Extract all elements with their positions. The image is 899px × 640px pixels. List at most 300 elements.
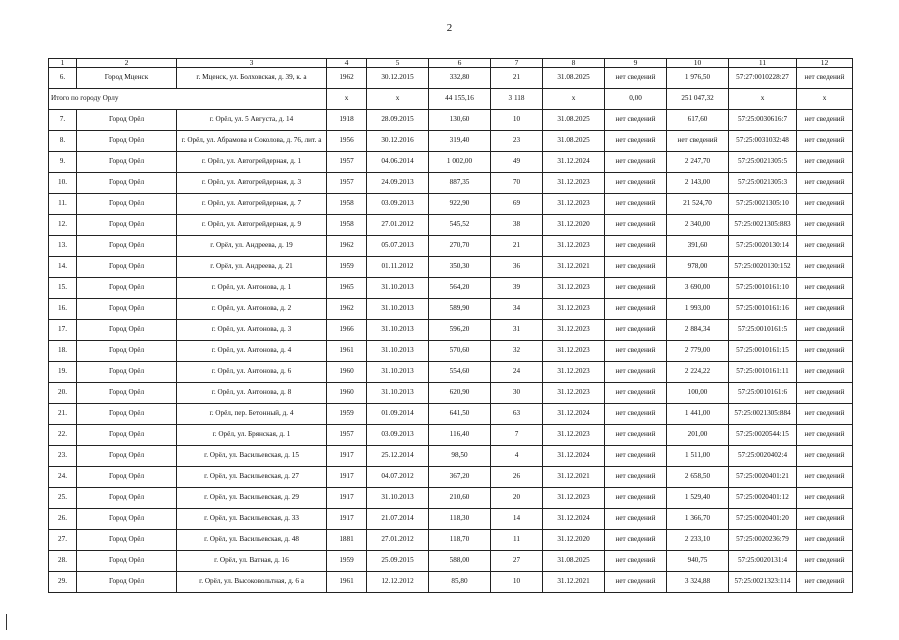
row-number-cell: 10. bbox=[49, 173, 77, 194]
funding-amount-cell: нет сведений bbox=[605, 551, 667, 572]
notes-cell: нет сведений bbox=[797, 488, 853, 509]
deadline-cell: 31.12.2021 bbox=[543, 467, 605, 488]
notes-cell: нет сведений bbox=[797, 68, 853, 89]
address-cell: г. Орёл, ул. Автогрейдерная, д. 9 bbox=[177, 215, 327, 236]
cadastral-value-cell: 2 247,70 bbox=[667, 152, 729, 173]
cadastral-value-cell: нет сведений bbox=[667, 131, 729, 152]
deadline-cell: 31.12.2024 bbox=[543, 446, 605, 467]
funding-amount-cell: нет сведений bbox=[605, 194, 667, 215]
survey-date-cell: 27.01.2012 bbox=[367, 215, 429, 236]
cadastral-value-cell: 100,00 bbox=[667, 383, 729, 404]
survey-date-cell: 30.12.2016 bbox=[367, 131, 429, 152]
address-cell: г. Орёл, ул. Автогрейдерная, д. 3 bbox=[177, 173, 327, 194]
total-cadastral-value-cell: 251 047,32 bbox=[667, 89, 729, 110]
row-number-cell: 25. bbox=[49, 488, 77, 509]
column-number-cell: 11 bbox=[729, 59, 797, 68]
notes-cell: нет сведений bbox=[797, 404, 853, 425]
address-cell: г. Орёл, ул. Васильевская, д. 48 bbox=[177, 530, 327, 551]
residents-cell: 27 bbox=[491, 551, 543, 572]
total-label: Итого по городу Орлу bbox=[49, 89, 327, 110]
row-number-cell: 11. bbox=[49, 194, 77, 215]
cadastral-number-cell: 57:25:0010161:5 bbox=[729, 320, 797, 341]
total-row bbox=[49, 89, 853, 110]
table-row bbox=[49, 467, 853, 488]
address-cell: г. Орёл, ул. 5 Августа, д. 14 bbox=[177, 110, 327, 131]
deadline-cell: 31.12.2023 bbox=[543, 383, 605, 404]
municipality-cell: Город Орёл bbox=[77, 404, 177, 425]
table-row bbox=[49, 530, 853, 551]
cadastral-number-cell: 57:25:0021305:884 bbox=[729, 404, 797, 425]
funding-amount-cell: нет сведений bbox=[605, 257, 667, 278]
cadastral-number-cell: 57:25:0030616:7 bbox=[729, 110, 797, 131]
area-cell: 1 002,00 bbox=[429, 152, 491, 173]
residents-cell: 21 bbox=[491, 236, 543, 257]
area-cell: 620,90 bbox=[429, 383, 491, 404]
column-number-cell: 3 bbox=[177, 59, 327, 68]
funding-amount-cell: нет сведений bbox=[605, 341, 667, 362]
survey-date-cell: 25.09.2015 bbox=[367, 551, 429, 572]
address-cell: г. Орёл, ул. Васильевская, д. 33 bbox=[177, 509, 327, 530]
table-row bbox=[49, 152, 853, 173]
year-built-cell: 1959 bbox=[327, 551, 367, 572]
year-built-cell: 1917 bbox=[327, 446, 367, 467]
row-number-cell: 26. bbox=[49, 509, 77, 530]
municipality-cell: Город Орёл bbox=[77, 110, 177, 131]
address-cell: г. Орёл, ул. Абрамова и Соколова, д. 76, лит. а bbox=[177, 131, 327, 152]
notes-cell: нет сведений bbox=[797, 131, 853, 152]
row-number-cell: 29. bbox=[49, 572, 77, 593]
municipality-cell: Город Орёл bbox=[77, 278, 177, 299]
cadastral-number-cell: 57:25:0010161:6 bbox=[729, 383, 797, 404]
table-row bbox=[49, 425, 853, 446]
residents-cell: 11 bbox=[491, 530, 543, 551]
address-cell: г. Орёл, ул. Антонова, д. 4 bbox=[177, 341, 327, 362]
cadastral-value-cell: 2 884,34 bbox=[667, 320, 729, 341]
deadline-cell: 31.12.2023 bbox=[543, 278, 605, 299]
cadastral-number-cell: 57:25:0020401:21 bbox=[729, 467, 797, 488]
cadastral-number-cell: 57:25:0010161:10 bbox=[729, 278, 797, 299]
residents-cell: 21 bbox=[491, 68, 543, 89]
column-number-cell: 9 bbox=[605, 59, 667, 68]
address-cell: г. Мценск, ул. Болховская, д. 39, к. а bbox=[177, 68, 327, 89]
cadastral-number-cell: 57:25:0020544:15 bbox=[729, 425, 797, 446]
municipality-cell: Город Орёл bbox=[77, 236, 177, 257]
cadastral-value-cell: 2 233,10 bbox=[667, 530, 729, 551]
municipality-cell: Город Орёл bbox=[77, 509, 177, 530]
funding-amount-cell: нет сведений bbox=[605, 425, 667, 446]
year-built-cell: 1881 bbox=[327, 530, 367, 551]
deadline-cell: 31.12.2023 bbox=[543, 194, 605, 215]
table-row bbox=[49, 488, 853, 509]
cadastral-value-cell: 1 993,00 bbox=[667, 299, 729, 320]
funding-amount-cell: нет сведений bbox=[605, 530, 667, 551]
row-number-cell: 7. bbox=[49, 110, 77, 131]
residents-cell: 32 bbox=[491, 341, 543, 362]
row-number-cell: 8. bbox=[49, 131, 77, 152]
area-cell: 210,60 bbox=[429, 488, 491, 509]
cadastral-number-cell: 57:25:0020402:4 bbox=[729, 446, 797, 467]
residents-cell: 10 bbox=[491, 572, 543, 593]
municipality-cell: Город Орёл bbox=[77, 215, 177, 236]
address-cell: г. Орёл, пер. Бетонный, д. 4 bbox=[177, 404, 327, 425]
residents-cell: 70 bbox=[491, 173, 543, 194]
survey-date-cell: 04.06.2014 bbox=[367, 152, 429, 173]
deadline-cell: 31.12.2021 bbox=[543, 572, 605, 593]
cadastral-value-cell: 1 976,50 bbox=[667, 68, 729, 89]
deadline-cell: 31.12.2021 bbox=[543, 257, 605, 278]
total-cadastral-number-cell: x bbox=[729, 89, 797, 110]
address-cell: г. Орёл, ул. Высоковольтная, д. 6 а bbox=[177, 572, 327, 593]
area-cell: 98,50 bbox=[429, 446, 491, 467]
notes-cell: нет сведений bbox=[797, 278, 853, 299]
table-row bbox=[49, 572, 853, 593]
deadline-cell: 31.08.2025 bbox=[543, 131, 605, 152]
survey-date-cell: 31.10.2013 bbox=[367, 362, 429, 383]
total-area-cell: 44 155,16 bbox=[429, 89, 491, 110]
cadastral-value-cell: 3 324,88 bbox=[667, 572, 729, 593]
survey-date-cell: 25.12.2014 bbox=[367, 446, 429, 467]
row-number-cell: 27. bbox=[49, 530, 77, 551]
column-number-row bbox=[49, 59, 853, 68]
survey-date-cell: 31.10.2013 bbox=[367, 488, 429, 509]
deadline-cell: 31.08.2025 bbox=[543, 551, 605, 572]
municipality-cell: Город Мценск bbox=[77, 68, 177, 89]
survey-date-cell: 03.09.2013 bbox=[367, 194, 429, 215]
address-cell: г. Орёл, ул. Васильевская, д. 27 bbox=[177, 467, 327, 488]
residents-cell: 26 bbox=[491, 467, 543, 488]
row-number-cell: 14. bbox=[49, 257, 77, 278]
notes-cell: нет сведений bbox=[797, 425, 853, 446]
cadastral-value-cell: 1 511,00 bbox=[667, 446, 729, 467]
cadastral-value-cell: 1 366,70 bbox=[667, 509, 729, 530]
area-cell: 367,20 bbox=[429, 467, 491, 488]
address-cell: г. Орёл, ул. Антонова, д. 2 bbox=[177, 299, 327, 320]
row-number-cell: 16. bbox=[49, 299, 77, 320]
row-number-cell: 28. bbox=[49, 551, 77, 572]
survey-date-cell: 31.10.2013 bbox=[367, 341, 429, 362]
row-number-cell: 13. bbox=[49, 236, 77, 257]
table-row bbox=[49, 215, 853, 236]
deadline-cell: 31.12.2023 bbox=[543, 362, 605, 383]
deadline-cell: 31.12.2020 bbox=[543, 530, 605, 551]
column-number-cell: 5 bbox=[367, 59, 429, 68]
address-cell: г. Орёл, ул. Автогрейдерная, д. 7 bbox=[177, 194, 327, 215]
year-built-cell: 1966 bbox=[327, 320, 367, 341]
row-number-cell: 12. bbox=[49, 215, 77, 236]
cadastral-value-cell: 2 340,00 bbox=[667, 215, 729, 236]
year-built-cell: 1965 bbox=[327, 278, 367, 299]
residents-cell: 39 bbox=[491, 278, 543, 299]
area-cell: 641,50 bbox=[429, 404, 491, 425]
residents-cell: 14 bbox=[491, 509, 543, 530]
cadastral-value-cell: 1 529,40 bbox=[667, 488, 729, 509]
page-number: 2 bbox=[446, 22, 453, 34]
survey-date-cell: 24.09.2013 bbox=[367, 173, 429, 194]
address-cell: г. Орёл, ул. Андреева, д. 21 bbox=[177, 257, 327, 278]
row-number-cell: 23. bbox=[49, 446, 77, 467]
funding-amount-cell: нет сведений bbox=[605, 488, 667, 509]
area-cell: 922,90 bbox=[429, 194, 491, 215]
table-row bbox=[49, 509, 853, 530]
cadastral-number-cell: 57:25:0021305:10 bbox=[729, 194, 797, 215]
municipality-cell: Город Орёл bbox=[77, 362, 177, 383]
residents-cell: 49 bbox=[491, 152, 543, 173]
table-row bbox=[49, 362, 853, 383]
survey-date-cell: 31.10.2013 bbox=[367, 320, 429, 341]
total-deadline-cell: x bbox=[543, 89, 605, 110]
notes-cell: нет сведений bbox=[797, 383, 853, 404]
funding-amount-cell: нет сведений bbox=[605, 278, 667, 299]
area-cell: 116,40 bbox=[429, 425, 491, 446]
year-built-cell: 1958 bbox=[327, 215, 367, 236]
area-cell: 332,80 bbox=[429, 68, 491, 89]
funding-amount-cell: нет сведений bbox=[605, 110, 667, 131]
residents-cell: 69 bbox=[491, 194, 543, 215]
residents-cell: 10 bbox=[491, 110, 543, 131]
residents-cell: 24 bbox=[491, 362, 543, 383]
row-number-cell: 20. bbox=[49, 383, 77, 404]
cadastral-number-cell: 57:25:0020236:79 bbox=[729, 530, 797, 551]
scan-margin-mark bbox=[6, 614, 7, 630]
column-number-cell: 10 bbox=[667, 59, 729, 68]
municipality-cell: Город Орёл bbox=[77, 299, 177, 320]
year-built-cell: 1917 bbox=[327, 488, 367, 509]
area-cell: 118,30 bbox=[429, 509, 491, 530]
address-cell: г. Орёл, ул. Васильевская, д. 29 bbox=[177, 488, 327, 509]
residents-cell: 20 bbox=[491, 488, 543, 509]
municipality-cell: Город Орёл bbox=[77, 341, 177, 362]
residents-cell: 30 bbox=[491, 383, 543, 404]
residents-cell: 34 bbox=[491, 299, 543, 320]
area-cell: 130,60 bbox=[429, 110, 491, 131]
cadastral-value-cell: 2 224,22 bbox=[667, 362, 729, 383]
area-cell: 118,70 bbox=[429, 530, 491, 551]
cadastral-number-cell: 57:27:0010228:27 bbox=[729, 68, 797, 89]
survey-date-cell: 31.10.2013 bbox=[367, 299, 429, 320]
cadastral-value-cell: 391,60 bbox=[667, 236, 729, 257]
year-built-cell: 1918 bbox=[327, 110, 367, 131]
year-built-cell: 1958 bbox=[327, 194, 367, 215]
survey-date-cell: 04.07.2012 bbox=[367, 467, 429, 488]
funding-amount-cell: нет сведений bbox=[605, 236, 667, 257]
cadastral-number-cell: 57:25:0020130:14 bbox=[729, 236, 797, 257]
year-built-cell: 1959 bbox=[327, 404, 367, 425]
address-cell: г. Орёл, ул. Андреева, д. 19 bbox=[177, 236, 327, 257]
municipality-cell: Город Орёл bbox=[77, 446, 177, 467]
deadline-cell: 31.12.2023 bbox=[543, 341, 605, 362]
year-built-cell: 1956 bbox=[327, 131, 367, 152]
cadastral-value-cell: 3 690,00 bbox=[667, 278, 729, 299]
table-row bbox=[49, 131, 853, 152]
municipality-cell: Город Орёл bbox=[77, 320, 177, 341]
table-row bbox=[49, 341, 853, 362]
municipality-cell: Город Орёл bbox=[77, 572, 177, 593]
notes-cell: нет сведений bbox=[797, 341, 853, 362]
municipality-cell: Город Орёл bbox=[77, 467, 177, 488]
deadline-cell: 31.12.2024 bbox=[543, 152, 605, 173]
notes-cell: нет сведений bbox=[797, 446, 853, 467]
deadline-cell: 31.12.2023 bbox=[543, 173, 605, 194]
cadastral-number-cell: 57:25:0010161:11 bbox=[729, 362, 797, 383]
total-survey-date-cell: x bbox=[367, 89, 429, 110]
area-cell: 554,60 bbox=[429, 362, 491, 383]
area-cell: 350,30 bbox=[429, 257, 491, 278]
notes-cell: нет сведений bbox=[797, 173, 853, 194]
year-built-cell: 1957 bbox=[327, 152, 367, 173]
notes-cell: нет сведений bbox=[797, 236, 853, 257]
year-built-cell: 1957 bbox=[327, 425, 367, 446]
municipality-cell: Город Орёл bbox=[77, 173, 177, 194]
area-cell: 570,60 bbox=[429, 341, 491, 362]
total-notes-cell: x bbox=[797, 89, 853, 110]
total-funding-amount-cell: 0,00 bbox=[605, 89, 667, 110]
cadastral-value-cell: 2 143,00 bbox=[667, 173, 729, 194]
cadastral-value-cell: 21 524,70 bbox=[667, 194, 729, 215]
table-row bbox=[49, 173, 853, 194]
funding-amount-cell: нет сведений bbox=[605, 509, 667, 530]
table-row bbox=[49, 278, 853, 299]
notes-cell: нет сведений bbox=[797, 110, 853, 131]
deadline-cell: 31.12.2024 bbox=[543, 509, 605, 530]
cadastral-value-cell: 617,60 bbox=[667, 110, 729, 131]
survey-date-cell: 05.07.2013 bbox=[367, 236, 429, 257]
deadline-cell: 31.12.2023 bbox=[543, 236, 605, 257]
funding-amount-cell: нет сведений bbox=[605, 572, 667, 593]
table-row bbox=[49, 446, 853, 467]
notes-cell: нет сведений bbox=[797, 152, 853, 173]
survey-date-cell: 12.12.2012 bbox=[367, 572, 429, 593]
housing-registry-table bbox=[48, 58, 853, 593]
municipality-cell: Город Орёл bbox=[77, 257, 177, 278]
address-cell: г. Орёл, ул. Ватная, д. 16 bbox=[177, 551, 327, 572]
year-built-cell: 1962 bbox=[327, 68, 367, 89]
area-cell: 270,70 bbox=[429, 236, 491, 257]
cadastral-value-cell: 978,00 bbox=[667, 257, 729, 278]
municipality-cell: Город Орёл bbox=[77, 488, 177, 509]
deadline-cell: 31.12.2023 bbox=[543, 299, 605, 320]
year-built-cell: 1961 bbox=[327, 572, 367, 593]
cadastral-number-cell: 57:25:0010161:15 bbox=[729, 341, 797, 362]
table-row bbox=[49, 299, 853, 320]
row-number-cell: 15. bbox=[49, 278, 77, 299]
deadline-cell: 31.08.2025 bbox=[543, 110, 605, 131]
survey-date-cell: 21.07.2014 bbox=[367, 509, 429, 530]
municipality-cell: Город Орёл bbox=[77, 551, 177, 572]
deadline-cell: 31.08.2025 bbox=[543, 68, 605, 89]
funding-amount-cell: нет сведений bbox=[605, 320, 667, 341]
municipality-cell: Город Орёл bbox=[77, 530, 177, 551]
address-cell: г. Орёл, ул. Автогрейдерная, д. 1 bbox=[177, 152, 327, 173]
deadline-cell: 31.12.2023 bbox=[543, 488, 605, 509]
residents-cell: 38 bbox=[491, 215, 543, 236]
municipality-cell: Город Орёл bbox=[77, 131, 177, 152]
survey-date-cell: 28.09.2015 bbox=[367, 110, 429, 131]
cadastral-value-cell: 1 441,00 bbox=[667, 404, 729, 425]
survey-date-cell: 30.12.2015 bbox=[367, 68, 429, 89]
year-built-cell: 1957 bbox=[327, 173, 367, 194]
survey-date-cell: 27.01.2012 bbox=[367, 530, 429, 551]
cadastral-number-cell: 57:25:0020131:4 bbox=[729, 551, 797, 572]
cadastral-number-cell: 57:25:0020130:152 bbox=[729, 257, 797, 278]
total-year-built-cell: x bbox=[327, 89, 367, 110]
address-cell: г. Орёл, ул. Антонова, д. 1 bbox=[177, 278, 327, 299]
residents-cell: 23 bbox=[491, 131, 543, 152]
year-built-cell: 1960 bbox=[327, 383, 367, 404]
municipality-cell: Город Орёл bbox=[77, 152, 177, 173]
table-row bbox=[49, 551, 853, 572]
table-row bbox=[49, 110, 853, 131]
year-built-cell: 1959 bbox=[327, 257, 367, 278]
address-cell: г. Орёл, ул. Антонова, д. 3 bbox=[177, 320, 327, 341]
cadastral-value-cell: 940,75 bbox=[667, 551, 729, 572]
column-number-cell: 12 bbox=[797, 59, 853, 68]
cadastral-value-cell: 2 779,00 bbox=[667, 341, 729, 362]
table-row bbox=[49, 404, 853, 425]
area-cell: 588,00 bbox=[429, 551, 491, 572]
notes-cell: нет сведений bbox=[797, 551, 853, 572]
survey-date-cell: 03.09.2013 bbox=[367, 425, 429, 446]
funding-amount-cell: нет сведений bbox=[605, 383, 667, 404]
funding-amount-cell: нет сведений bbox=[605, 467, 667, 488]
row-number-cell: 18. bbox=[49, 341, 77, 362]
address-cell: г. Орёл, ул. Брянская, д. 1 bbox=[177, 425, 327, 446]
notes-cell: нет сведений bbox=[797, 320, 853, 341]
table-row bbox=[49, 320, 853, 341]
residents-cell: 36 bbox=[491, 257, 543, 278]
row-number-cell: 21. bbox=[49, 404, 77, 425]
notes-cell: нет сведений bbox=[797, 299, 853, 320]
row-number-cell: 22. bbox=[49, 425, 77, 446]
cadastral-number-cell: 57:25:0021323:114 bbox=[729, 572, 797, 593]
notes-cell: нет сведений bbox=[797, 257, 853, 278]
residents-cell: 31 bbox=[491, 320, 543, 341]
cadastral-number-cell: 57:25:0020401:12 bbox=[729, 488, 797, 509]
residents-cell: 7 bbox=[491, 425, 543, 446]
funding-amount-cell: нет сведений bbox=[605, 68, 667, 89]
area-cell: 564,20 bbox=[429, 278, 491, 299]
row-number-cell: 6. bbox=[49, 68, 77, 89]
row-number-cell: 19. bbox=[49, 362, 77, 383]
area-cell: 596,20 bbox=[429, 320, 491, 341]
table-row bbox=[49, 194, 853, 215]
survey-date-cell: 31.10.2013 bbox=[367, 383, 429, 404]
total-residents-cell: 3 118 bbox=[491, 89, 543, 110]
deadline-cell: 31.12.2023 bbox=[543, 425, 605, 446]
address-cell: г. Орёл, ул. Васильевская, д. 15 bbox=[177, 446, 327, 467]
cadastral-value-cell: 201,00 bbox=[667, 425, 729, 446]
address-cell: г. Орёл, ул. Антонова, д. 6 bbox=[177, 362, 327, 383]
address-cell: г. Орёл, ул. Антонова, д. 8 bbox=[177, 383, 327, 404]
area-cell: 545,52 bbox=[429, 215, 491, 236]
funding-amount-cell: нет сведений bbox=[605, 299, 667, 320]
table-row bbox=[49, 257, 853, 278]
cadastral-number-cell: 57:25:0020401:20 bbox=[729, 509, 797, 530]
residents-cell: 4 bbox=[491, 446, 543, 467]
survey-date-cell: 31.10.2013 bbox=[367, 278, 429, 299]
year-built-cell: 1962 bbox=[327, 236, 367, 257]
column-number-cell: 4 bbox=[327, 59, 367, 68]
deadline-cell: 31.12.2020 bbox=[543, 215, 605, 236]
column-number-cell: 7 bbox=[491, 59, 543, 68]
cadastral-number-cell: 57:25:0031032:48 bbox=[729, 131, 797, 152]
notes-cell: нет сведений bbox=[797, 530, 853, 551]
row-number-cell: 17. bbox=[49, 320, 77, 341]
funding-amount-cell: нет сведений bbox=[605, 446, 667, 467]
column-number-cell: 2 bbox=[77, 59, 177, 68]
area-cell: 319,40 bbox=[429, 131, 491, 152]
table-row bbox=[49, 236, 853, 257]
year-built-cell: 1917 bbox=[327, 467, 367, 488]
